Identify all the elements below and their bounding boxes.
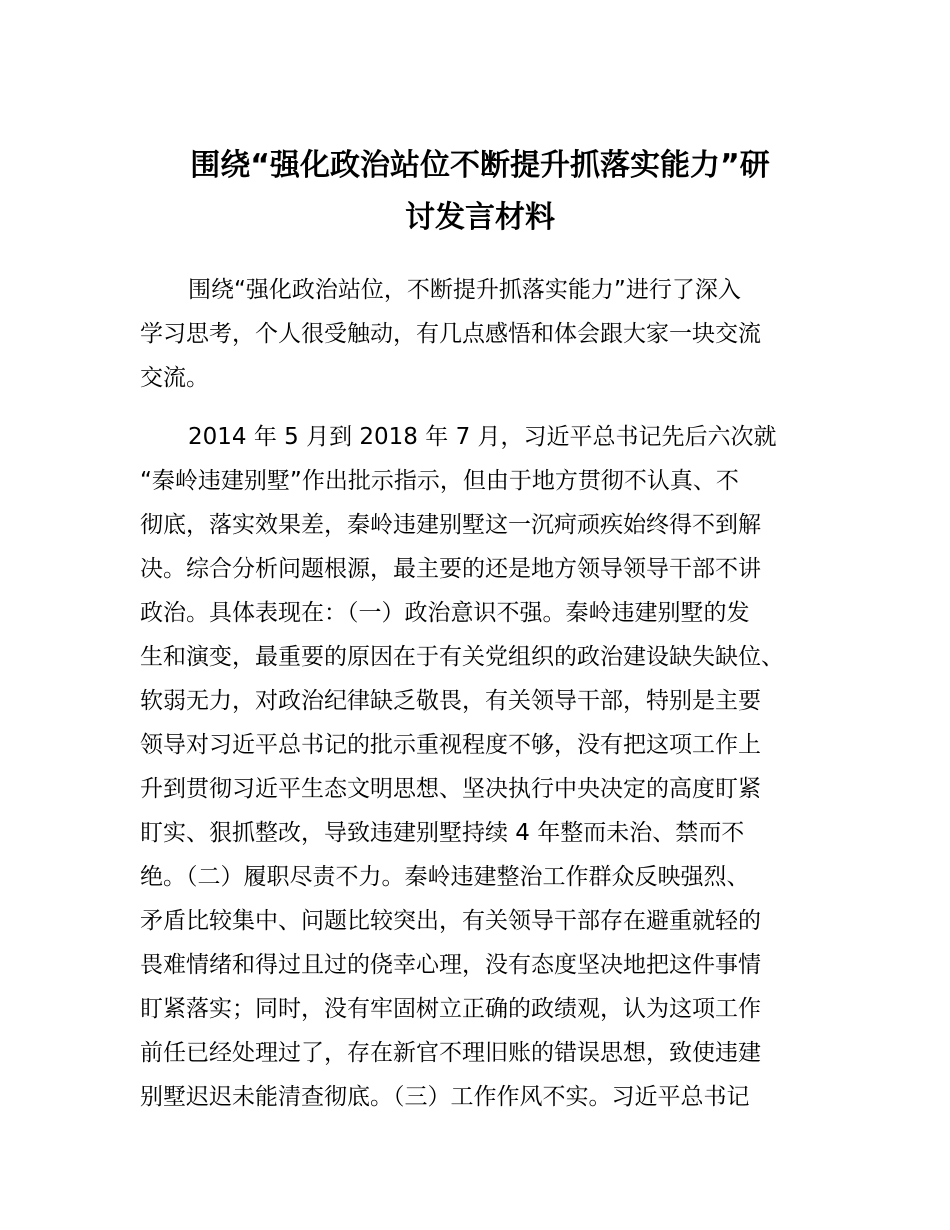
paragraph-line: 学习思考，个人很受触动，有几点感悟和体会跟大家一块交流 [140, 321, 761, 347]
title-line: 围绕“强化政治站位不断提升抓落实能力”研 [190, 148, 770, 183]
paragraph-line: 盯实、狠抓整改，导致违建别墅持续 4 年整而未治、禁而不 [140, 820, 745, 846]
paragraph-line: 别墅迟迟未能清查彻底。（三）工作作风不实。习近平总书记 [140, 1084, 750, 1110]
paragraph-line: 前任已经处理过了，存在新官不理旧账的错误思想，致使违建 [140, 1040, 761, 1066]
title-line: 讨发言材料 [405, 200, 555, 235]
body-paragraph [140, 415, 820, 1119]
paragraph-line: 软弱无力，对政治纪律缺乏敬畏，有关领导干部，特别是主要 [140, 688, 761, 714]
paragraph-line: 彻底，落实效果差，秦岭违建别墅这一沉疴顽疾始终得不到解 [140, 512, 761, 538]
paragraph-line: 决。综合分析问题根源，最主要的还是地方领导领导干部不讲 [140, 556, 761, 582]
paragraph-line: 2014 年 5 月到 2018 年 7 月，习近平总书记先后六次就 [188, 424, 777, 450]
paragraph-line: 政治。具体表现在：（一）政治意识不强。秦岭违建别墅的发 [140, 600, 750, 626]
paragraph-line: “秦岭违建别墅”作出批示指示，但由于地方贯彻不认真、不 [140, 468, 739, 494]
paragraph-line: 交流。 [140, 365, 209, 391]
paragraph-line: 生和演变，最重要的原因在于有关党组织的政治建设缺失缺位、 [140, 644, 784, 670]
paragraph-line: 矛盾比较集中、问题比较突出，有关领导干部存在避重就轻的 [140, 908, 761, 934]
paragraph-line: 畏难情绪和得过且过的侥幸心理，没有态度坚决地把这件事情 [140, 952, 761, 978]
document-title [140, 140, 820, 244]
paragraph-line: 围绕“强化政治站位，不断提升抓落实能力”进行了深入 [188, 277, 741, 303]
paragraph-line: 升到贯彻习近平生态文明思想、坚决执行中央决定的高度盯紧 [140, 776, 761, 802]
paragraph-line: 领导对习近平总书记的批示重视程度不够，没有把这项工作上 [140, 732, 761, 758]
paragraph-line: 绝。（二）履职尽责不力。秦岭违建整治工作群众反映强烈、 [140, 864, 750, 890]
paragraph-line: 盯紧落实；同时，没有牢固树立正确的政绩观，认为这项工作 [140, 996, 761, 1022]
intro-paragraph [140, 268, 820, 400]
